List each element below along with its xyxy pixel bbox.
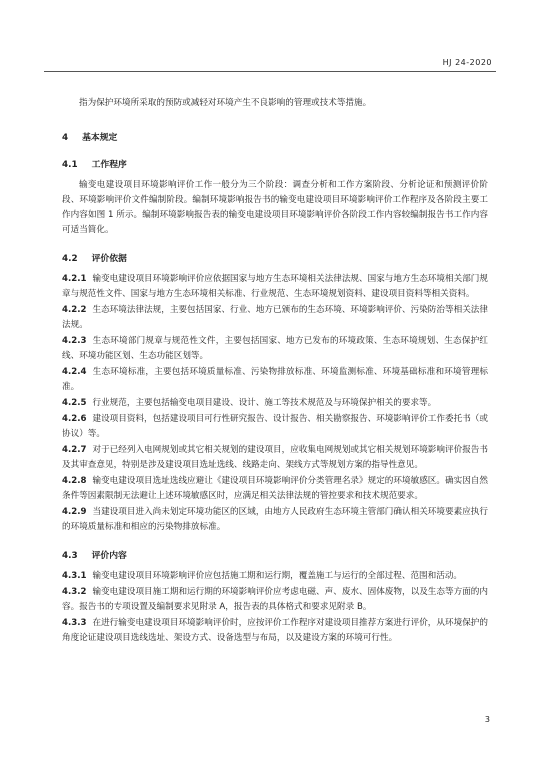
- clause-text: 当建设项目进入尚未划定环境功能区的区域，由地方人民政府生态环境主管部门确认相关环境要素应执行的环境质量标准和相应的污染物排放标准。: [62, 507, 488, 532]
- clause-text: 对于已经列入电网规划或其它相关规划的建设项目，应收集电网规划或其它相关规划环境影响评价报告书及其审查意见，特别是涉及建设项目选址选线、线路走向、架线方式等规划方案的指导性意见。: [62, 445, 488, 470]
- section-4-2-heading: [62, 251, 488, 264]
- document-body: [62, 96, 488, 647]
- section-4-3-items: [62, 569, 488, 646]
- clause-text: 在进行输变电建设项目环境影响评价时，应按评价工作程序对建设项目推荐方案进行评价，从环境保护的角度论证建设项目选线选址、架设方式、设备选型与布局，以及建设方案的环境可行性。: [62, 618, 488, 643]
- clause-text: 生态环境部门规章与规范性文件，主要包括国家、地方已发布的环境政策、生态环境规划、生态保护红线、环境功能区划、生态功能区划等。: [62, 336, 488, 361]
- clause-item: [62, 272, 488, 302]
- clause-number: 4.2.5: [62, 398, 87, 408]
- clause-number: 4.2.7: [62, 445, 87, 455]
- section-title: 评价依据: [91, 254, 127, 264]
- clause-item: [62, 396, 488, 411]
- section-number: 4: [62, 133, 69, 143]
- section-title: 基本规定: [82, 133, 118, 143]
- clause-number: 4.2.8: [62, 476, 87, 486]
- clause-item: [62, 585, 488, 615]
- clause-item: [62, 412, 488, 442]
- section-title: 工作程序: [91, 160, 127, 170]
- clause-number: 4.2.9: [62, 507, 87, 517]
- section-4-3-heading: [62, 548, 488, 561]
- section-4-heading: [62, 130, 488, 143]
- clause-number: 4.2.1: [62, 274, 87, 284]
- clause-text: 输变电建设项目选址选线应避让《建设项目环境影响评价分类管理名录》规定的环境敏感区。确实因自然条件等因素限制无法避让上述环境敏感区时，应满足相关法律法规的管控要求和技术规范要求。: [62, 476, 488, 501]
- clause-item: [62, 569, 488, 584]
- clause-number: 4.2.3: [62, 336, 87, 346]
- clause-number: 4.2.6: [62, 414, 87, 424]
- clause-text: 行业规范，主要包括输变电项目建设、设计、施工等技术规范及与环境保护相关的要求等。: [92, 398, 437, 408]
- page-number: 3: [484, 715, 490, 724]
- clause-item: [62, 365, 488, 395]
- section-number: 4.1: [62, 160, 78, 170]
- intro-paragraph: 指为保护环境所采取的预防或减轻对环境产生不良影响的管理或技术等措施。: [79, 98, 372, 108]
- section-number: 4.2: [62, 254, 78, 264]
- clause-text: 输变电建设项目环境影响评价应依据国家与地方生态环境相关法律法规、国家与地方生态环境相关部门规章与规范性文件、国家与地方生态环境相关标准、行业规范、生态环境规划资料、建设项目资料等相关资料。: [62, 274, 488, 299]
- clause-item: [62, 443, 488, 473]
- clause-item: [62, 474, 488, 504]
- clause-text: 生态环境法律法规，主要包括国家、行业、地方已颁布的生态环境、环境影响评价、污染防治等相关法律法规。: [62, 305, 488, 330]
- clause-number: 4.3.1: [62, 571, 87, 581]
- section-title: 评价内容: [91, 551, 127, 561]
- clause-number: 4.3.3: [62, 618, 87, 628]
- clause-item: [62, 303, 488, 333]
- clause-text: 输变电建设项目环境影响评价应包括施工期和运行期，覆盖施工与运行的全部过程、范围和活动。: [92, 571, 463, 581]
- clause-text: 生态环境标准，主要包括环境质量标准、污染物排放标准、环境监测标准、环境基础标准和环境管理标准。: [62, 367, 488, 392]
- clause-text: 建设项目资料，包括建设项目可行性研究报告、设计报告、相关勘察报告、环境影响评价工作委托书（或协议）等。: [62, 414, 488, 439]
- clause-item: [62, 616, 488, 646]
- section-4-1-paragraph: 输变电建设项目环境影响评价工作一般分为三个阶段：调查分析和工作方案阶段、分析论证和预测评价阶段、环境影响评价文件编制阶段。编制环境影响报告书的输变电建设项目环境影响评价工作程序及各阶段主要工作内容如图 1 所示。编制环境影响报告表的输变电建设项目环境影响评价各阶段工作内容较编制报告书工作内容可适当简化。: [62, 180, 488, 235]
- section-number: 4.3: [62, 551, 78, 561]
- section-4-2-items: [62, 272, 488, 535]
- clause-number: 4.2.2: [62, 305, 87, 315]
- clause-text: 输变电建设项目施工期和运行期的环境影响评价应考虑电磁、声、废水、固体废物，以及生态等方面的内容。报告书的专项设置及编制要求见附录 A，报告表的具体格式和要求见附录 B。: [62, 587, 488, 612]
- clause-item: [62, 505, 488, 535]
- header-rule: [44, 71, 496, 72]
- standard-code: HJ 24-2020: [442, 58, 492, 67]
- section-4-1-heading: [62, 157, 488, 170]
- clause-number: 4.2.4: [62, 367, 87, 377]
- clause-number: 4.3.2: [62, 587, 87, 597]
- clause-item: [62, 334, 488, 364]
